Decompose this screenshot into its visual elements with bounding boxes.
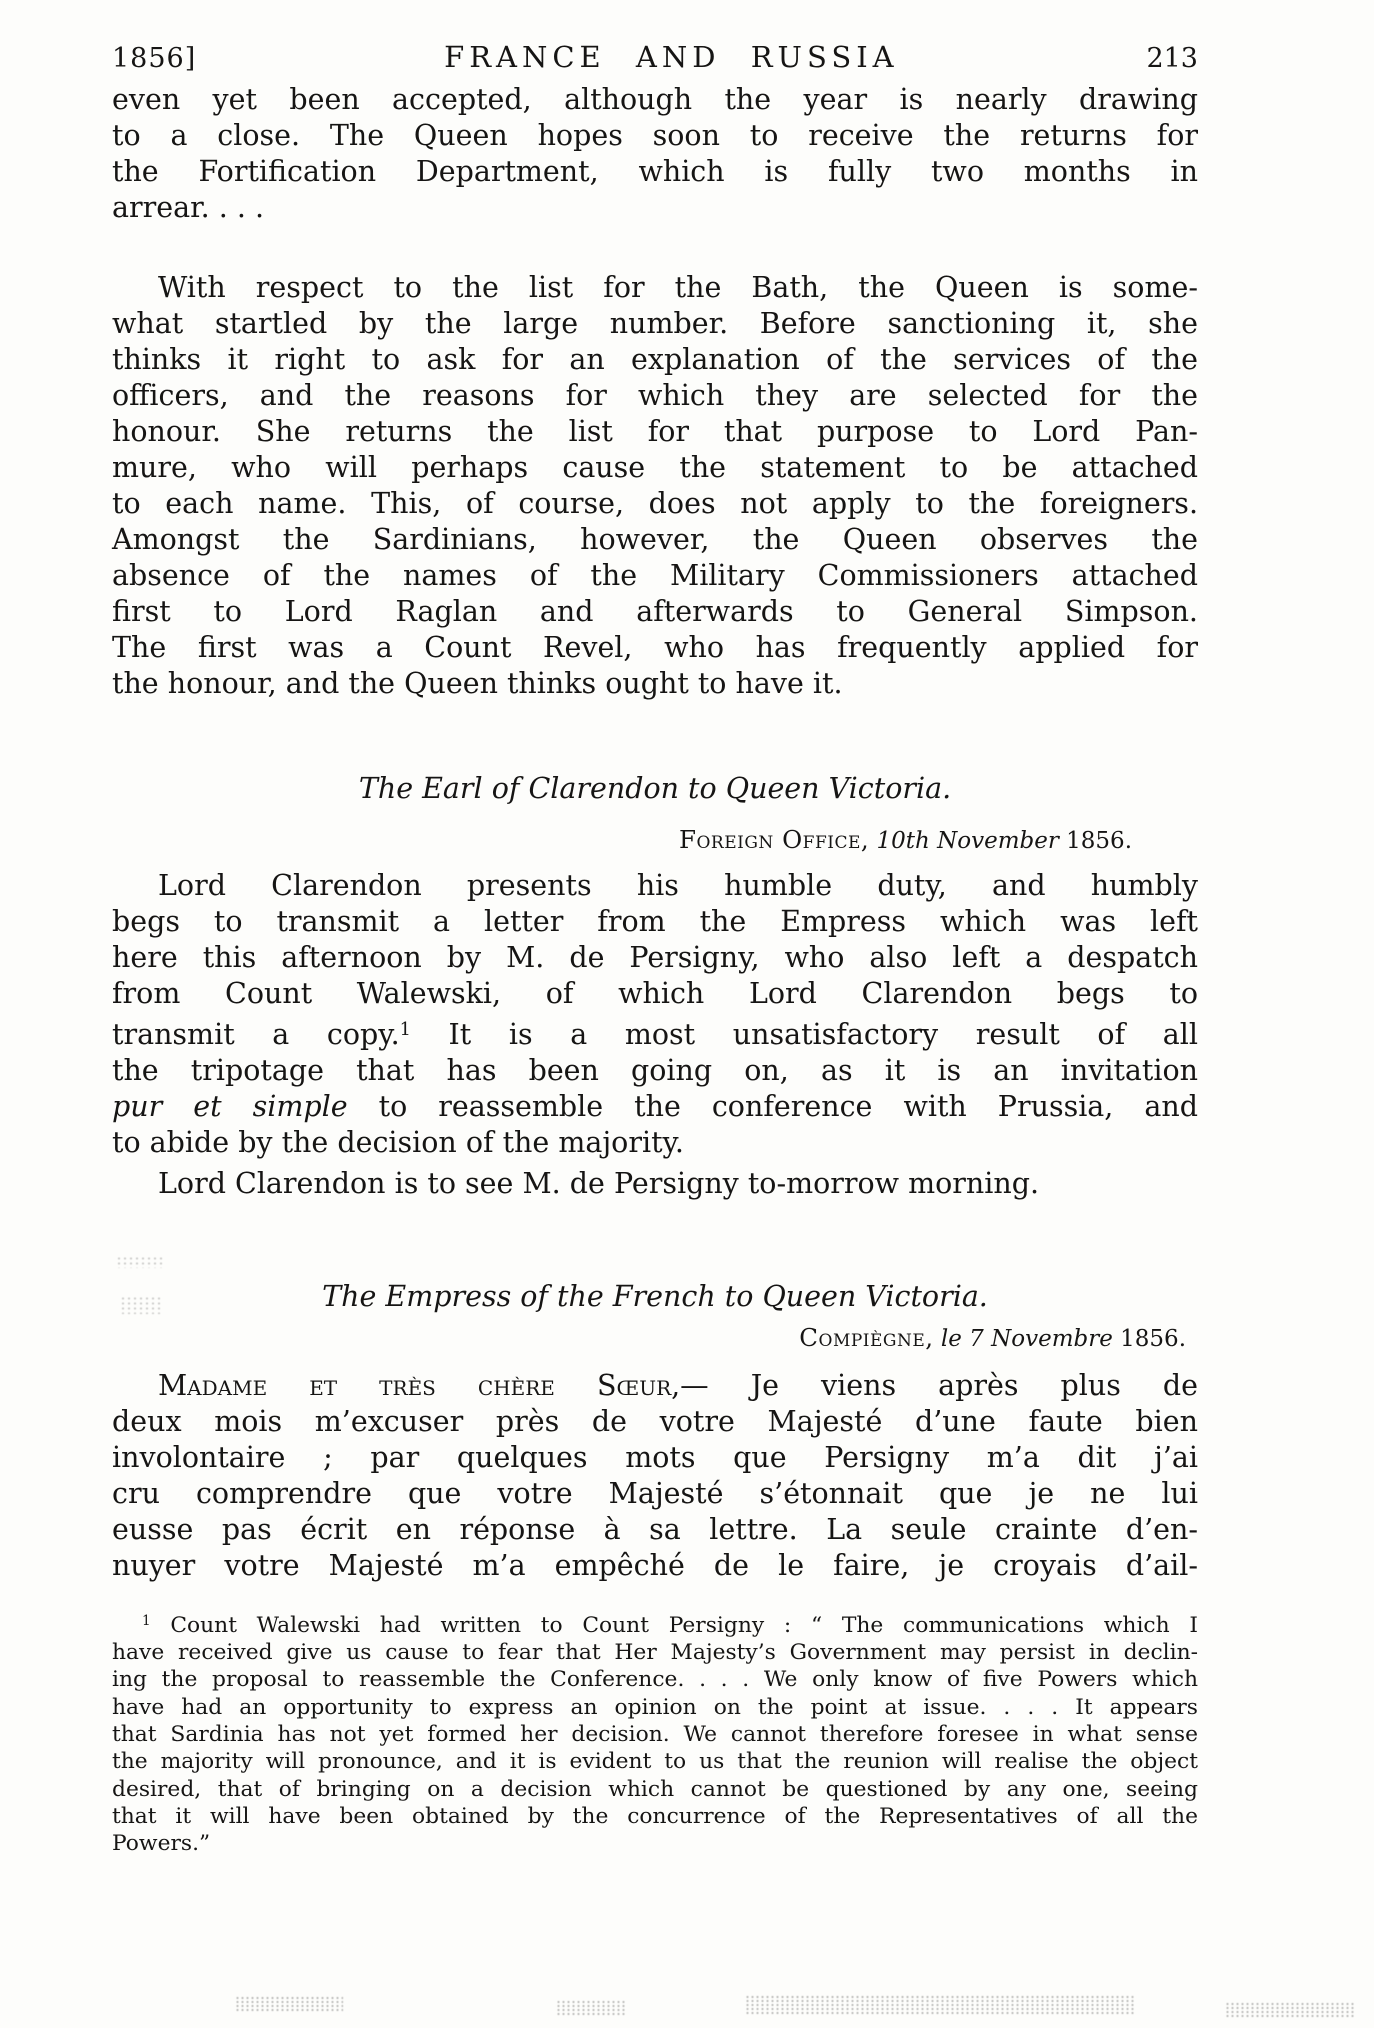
text-line (112, 1776, 1198, 1803)
scan-artifact (235, 1996, 343, 2012)
text-line (112, 1166, 1198, 1202)
paragraph-clarendon-postscript (112, 1166, 1198, 1202)
footnote-marker: 1 (399, 1020, 411, 1040)
text-segment: the honour, and the Queen thinks ought to have it. (112, 667, 843, 700)
letter-heading-clarendon: The Earl of Clarendon to Queen Victoria. (358, 772, 952, 805)
text-line (112, 154, 1198, 190)
letter-body-clarendon (112, 868, 1198, 1161)
letter-dateline-foreign-office (112, 826, 1198, 855)
text-line (112, 1548, 1198, 1584)
text-line (112, 904, 1198, 940)
text-line (112, 486, 1198, 522)
text-segment: to each name. This, of course, does not apply to the foreigners. (112, 487, 1198, 520)
text-segment: here this afternoon by M. de Persigny, who also left a despatch (112, 941, 1198, 974)
text-line (112, 82, 1198, 118)
header-year-label: 1856] (112, 43, 197, 74)
text-line (112, 270, 1198, 306)
text-segment: Lord Clarendon is to see M. de Persigny to-morrow morning. (158, 1167, 1040, 1200)
text-segment: that Sardinia has not yet formed her decision. We cannot therefore foresee in what sense (112, 1721, 1198, 1747)
text-segment (934, 1326, 941, 1352)
scan-artifact (556, 2000, 626, 2016)
text-segment: begs to transmit a letter from the Empress which was left (112, 905, 1198, 938)
text-segment: le 7 Novembre (940, 1326, 1113, 1352)
text-line (112, 1830, 1198, 1857)
text-segment: Madame et très chère Sœur,— (158, 1369, 709, 1402)
text-segment: Je viens après plus de (708, 1369, 1198, 1402)
text-segment: what startled by the large number. Before sanctioning it, she (112, 307, 1198, 340)
text-segment: eusse pas écrit en réponse à sa lettre. La seule crainte d’en- (112, 1513, 1198, 1546)
text-segment: to abide by the decision of the majority. (112, 1125, 684, 1159)
footnote-walewski (112, 1608, 1198, 1857)
text-segment: 1856. (1112, 1326, 1186, 1352)
text-segment: to a close. The Queen hopes soon to receive the returns for (112, 119, 1198, 152)
paragraph-bath-list (112, 270, 1198, 702)
scan-artifact (116, 1256, 166, 1268)
scan-artifact (1225, 2002, 1355, 2018)
text-line (112, 306, 1198, 342)
text-segment: first to Lord Raglan and afterwards to General Simpson. (112, 595, 1198, 628)
text-segment: Foreign Office, (678, 825, 870, 854)
text-segment: the majority will pronounce, and it is evident to us that the reunion will realise the object (112, 1749, 1198, 1775)
text-line (112, 1053, 1198, 1089)
letter-dateline-compiegne (112, 1324, 1198, 1353)
text-segment: cru comprendre que votre Majesté s’étonnait que je ne lui (112, 1477, 1198, 1510)
text-segment: With respect to the list for the Bath, the Queen is some- (158, 271, 1198, 304)
text-line (112, 1012, 1198, 1053)
text-segment: to reassemble the conference with Prussia, and (347, 1089, 1198, 1123)
text-segment: honour. She returns the list for that purpose to Lord Pan- (112, 415, 1198, 448)
text-line (112, 940, 1198, 976)
letter-body-empress (112, 1368, 1198, 1584)
text-line (112, 118, 1198, 154)
text-line (112, 1476, 1198, 1512)
text-segment: 1856. (1058, 828, 1132, 854)
text-line (112, 414, 1198, 450)
text-segment: pur et simple (112, 1089, 348, 1123)
text-segment: transmit a copy. (112, 1017, 400, 1051)
text-segment: Count Walewski had written to Count Persigny : “ The communications which I (150, 1612, 1198, 1638)
text-line (112, 378, 1198, 414)
text-line (112, 594, 1198, 630)
text-segment: officers, and the reasons for which they are selected for the (112, 379, 1198, 412)
text-segment: thinks it right to ask for an explanation of the services of the (112, 343, 1198, 376)
text-segment: have had an opportunity to express an opinion on the point at issue. . . . It appears (112, 1694, 1198, 1720)
text-segment: nuyer votre Majesté m’a empêché de le faire, je croyais d’ail- (112, 1549, 1198, 1582)
text-segment: absence of the names of the Military Commissioners attached (112, 559, 1198, 592)
running-header (112, 40, 1198, 74)
footnote-marker: 1 (142, 1613, 151, 1629)
text-segment: 10th November (876, 828, 1059, 854)
text-segment: arrear. . . . (112, 191, 265, 224)
text-segment: Lord Clarendon presents his humble duty, and humbly (158, 869, 1198, 902)
text-segment: the tripotage that has been going on, as it is an invitation (112, 1053, 1198, 1087)
text-line (112, 868, 1198, 904)
text-line (112, 630, 1198, 666)
text-line (112, 342, 1198, 378)
text-line (112, 976, 1198, 1012)
text-line (112, 450, 1198, 486)
text-line (112, 558, 1198, 594)
text-segment: It is a most unsatisfactory result of all (410, 1017, 1198, 1051)
text-line (112, 1803, 1198, 1830)
text-segment: the Fortification Department, which is fully two months in (112, 155, 1198, 188)
text-line (112, 1125, 1198, 1161)
text-line (112, 1639, 1198, 1666)
text-line (112, 1440, 1198, 1476)
text-line (112, 1666, 1198, 1693)
text-segment: mure, who will perhaps cause the statement to be attached (112, 451, 1198, 484)
text-segment: The first was a Count Revel, who has frequently applied for (112, 631, 1198, 664)
header-page-number: 213 (1146, 43, 1198, 74)
text-line (112, 1608, 1198, 1639)
text-line (112, 1089, 1198, 1125)
text-segment: that it will have been obtained by the concurrence of the Representatives of all the (112, 1803, 1198, 1829)
text-segment: Powers.” (112, 1831, 211, 1857)
text-line (112, 666, 1198, 702)
scan-artifact (120, 1296, 162, 1314)
text-line (112, 1512, 1198, 1548)
paragraph-opening-fragment (112, 82, 1198, 226)
text-line (112, 522, 1198, 558)
text-line (112, 1368, 1198, 1404)
text-segment: Amongst the Sardinians, however, the Queen observes the (112, 523, 1198, 556)
header-chapter-title: FRANCE AND RUSSIA (444, 40, 899, 74)
text-segment: ing the proposal to reassemble the Conference. . . . We only know of five Powers which (112, 1667, 1198, 1693)
letter-heading-empress: The Empress of the French to Queen Victoria. (322, 1280, 988, 1313)
text-segment: involontaire ; par quelques mots que Persigny m’a dit j’ai (112, 1441, 1198, 1474)
text-line (112, 1721, 1198, 1748)
text-segment: Compiègne, (799, 1323, 934, 1352)
text-segment: from Count Walewski, of which Lord Clarendon begs to (112, 977, 1198, 1010)
text-line (112, 1404, 1198, 1440)
text-segment: deux mois m’excuser près de votre Majesté d’une faute bien (112, 1405, 1198, 1438)
text-line (112, 1694, 1198, 1721)
text-segment: desired, that of bringing on a decision which cannot be questioned by any one, seeing (112, 1776, 1198, 1802)
scan-artifact (745, 1995, 1135, 2015)
text-segment: have received give us cause to fear that Her Majesty’s Government may persist in declin- (112, 1640, 1198, 1666)
text-line (112, 190, 1198, 226)
text-segment: even yet been accepted, although the year is nearly drawing (112, 83, 1198, 116)
text-line (112, 1748, 1198, 1775)
